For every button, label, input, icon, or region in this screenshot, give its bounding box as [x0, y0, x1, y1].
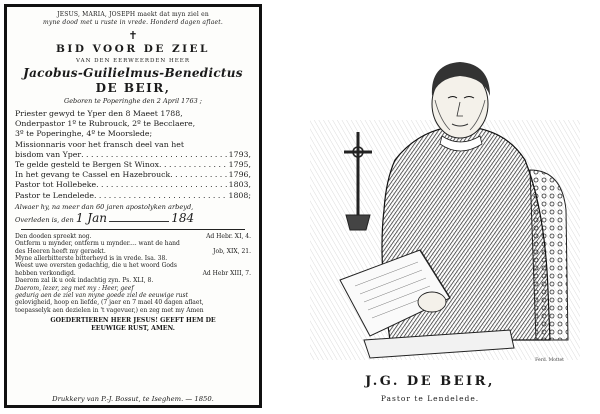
engraver-signature: Ferd. Mottet — [535, 358, 564, 363]
career-line: bisdom van Yper . . . 1793, — [15, 150, 251, 160]
verse-line: hebben verkondigd. Ad Hebr XIII, 7. — [15, 269, 251, 277]
death-line: Overleden is, den 1 Jan 184 — [15, 210, 195, 225]
verse-line: gedurig aen de ziel van myne goede ziel de eeuwige rust — [15, 292, 189, 300]
verse-line: des Heeren heeft my geraekt. Job, XIX, 21. — [15, 247, 251, 255]
birth-line: Geboren te Poperinghe den 2 April 1763 ; — [64, 97, 202, 105]
portrait-name: J.G. DE BEIR, — [365, 374, 495, 389]
career-line: Missionnaris voor het fransch deel van het — [15, 139, 184, 149]
memorial-card — [4, 4, 262, 408]
verse-line: Ontferm u mynder, ontferm u mynder.... want de hand — [15, 240, 180, 248]
verse-line: Myne allerbitterste bitterheyd is in vrede. Isa. 38. — [15, 255, 168, 263]
portrait-caption: Pastor te Lendelede. — [380, 394, 480, 403]
verse-line: Den dooden spreekt nog. Ad Hebr. XI, 4. — [15, 232, 251, 240]
career-line: Te gelde gesteld te Bergen St Winox . . . 1795, — [15, 160, 251, 170]
verse-line: toepasselyk aen dezielen in 't vagevuer,) en zeg met my Amen — [15, 306, 204, 314]
prayer-title: BID VOOR DE ZIEL — [56, 43, 210, 55]
priest-portrait-image — [300, 40, 592, 366]
cross-icon: ✝ — [128, 29, 138, 42]
verse-line: Daerom zal ik u ook indachtig zyn. Ps. XLI, 8. — [15, 277, 154, 285]
verse-line: gelovigheid, hoop en liefde, (7 jaer en 7 mael 40 dagen aflaet, — [15, 299, 204, 307]
career-list — [15, 109, 251, 201]
handwritten-date: 1 Jan — [75, 210, 107, 225]
top-verse: JESUS, MARIA, JOSEPH maekt dat myn ziel en myne dood met u ruste in vrede. Honderd dagen aflaet. — [43, 11, 223, 26]
printer-line: Drukkery van P.-J. Bossut, te Iseghem. — 1850. — [52, 395, 214, 403]
career-line: Priester gewyd te Yper den 8 Maeet 1788, — [15, 109, 183, 118]
scripture-verses — [15, 233, 251, 314]
verse-line: Weest uwe oversten gedachtig, die u het woord Gods — [15, 262, 177, 270]
aged-line: Alwaer hy, na meer dan 60 jaren apostolyken arbeyd, — [15, 202, 194, 211]
career-line: Pastor tot Hollebeke . . . 1803, — [15, 180, 251, 190]
career-line: In het gevang te Cassel en Hazebrouck . . . 1796, — [15, 170, 251, 180]
divider — [21, 229, 245, 230]
deceased-surname: DE BEIR, — [95, 81, 171, 95]
deceased-given-names: Jacobus-Guilielmus-Benedictus — [23, 66, 243, 80]
verse-line: Daerom, lezer, zeg met my : Heer, geef — [15, 284, 134, 292]
portrait-engraving — [300, 40, 592, 366]
handwritten-year: 184 — [171, 210, 195, 225]
reverend-line: VAN DEN EERWEERDEN HEER — [76, 58, 190, 64]
career-line: Pastor te Lendelede . . . 1808; — [15, 191, 251, 201]
closing-prayer: GOEDERTIEREN HEER JESUS! GEEFT HEM DE EEUWIGE RUST, AMEN. — [50, 317, 216, 333]
career-line: 3º te Poperinghe, 4º te Moorslede; — [15, 129, 153, 139]
career-line: Onderpastor 1º te Rubrouck, 2º te Becclaere, — [15, 119, 196, 129]
